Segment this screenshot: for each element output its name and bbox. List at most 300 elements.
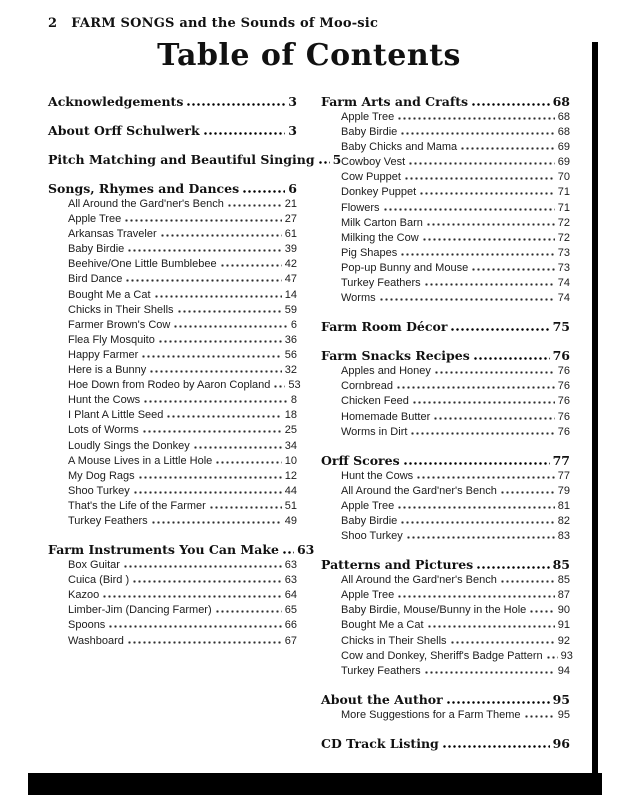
toc-entry-page: 18 <box>284 409 297 422</box>
toc-entry <box>48 618 297 633</box>
dot-leader <box>160 234 282 237</box>
dot-leader <box>383 208 555 211</box>
dot-leader <box>397 117 555 120</box>
dot-leader <box>500 491 555 494</box>
toc-entry-page: 3 <box>288 94 297 109</box>
toc-entry-page: 47 <box>284 273 297 286</box>
toc-entry <box>48 318 297 333</box>
dot-leader <box>154 295 282 298</box>
toc-entry-label: I Plant A Little Seed <box>68 409 164 422</box>
toc-entry-page: 77 <box>557 469 570 482</box>
toc-entry-page: 66 <box>284 619 297 632</box>
dot-leader <box>102 595 282 598</box>
dot-leader <box>473 357 550 360</box>
toc-entry-label: Chicken Feed <box>341 395 409 408</box>
toc-entry-page: 53 <box>288 379 301 392</box>
toc-entry-label: Acknowledgements <box>48 94 184 109</box>
dot-leader <box>442 745 550 748</box>
dot-leader <box>143 400 288 403</box>
toc-entry-label: Turkey Feathers <box>341 277 421 290</box>
toc-entry <box>321 394 570 409</box>
toc-entry-label: Baby Birdie <box>68 243 125 256</box>
toc-entry-label: Apple Tree <box>68 213 122 226</box>
dot-leader <box>422 238 555 241</box>
toc-entry <box>321 231 570 246</box>
dot-leader <box>173 325 288 328</box>
toc-entry <box>321 364 570 379</box>
toc-entry-label: Farm Instruments You Can Make <box>48 542 279 558</box>
toc-entry-page: 68 <box>552 94 570 109</box>
toc-entry-label: Beehive/One Little Bumblebee <box>68 258 217 271</box>
toc-entry-label: Baby Chicks and Mama <box>341 141 458 154</box>
dot-leader <box>220 264 282 267</box>
scan-edge-bottom <box>28 773 602 795</box>
toc-columns <box>48 94 573 752</box>
toc-entry-label: Pitch Matching and Beautiful Singing <box>48 152 315 167</box>
toc-section <box>321 736 570 752</box>
toc-entry-page: 25 <box>284 424 297 437</box>
toc-entry-label: My Dog Rags <box>68 469 135 482</box>
toc-entry-page: 61 <box>284 228 297 241</box>
toc-entry <box>321 514 570 529</box>
toc-entry <box>48 197 297 212</box>
dot-leader <box>397 595 555 598</box>
toc-entry-page: 74 <box>557 277 570 290</box>
toc-entry-page: 12 <box>284 469 297 482</box>
toc-entry-page: 76 <box>557 380 570 393</box>
toc-entry <box>48 408 297 423</box>
toc-entry-label: Cow and Donkey, Sheriff's Badge Pattern <box>341 649 543 662</box>
toc-entry-label: Lots of Worms <box>68 424 139 437</box>
toc-entry-page: 93 <box>560 649 573 662</box>
dot-leader <box>434 371 555 374</box>
toc-entry-page: 21 <box>284 198 297 210</box>
toc-entry-page: 68 <box>557 126 570 139</box>
toc-entry <box>321 529 570 544</box>
toc-entry-page: 64 <box>284 589 297 602</box>
toc-entry-label: Bought Me a Cat <box>68 288 151 301</box>
toc-entry-label: Worms <box>341 292 376 305</box>
toc-entry-page: 74 <box>557 292 570 305</box>
toc-entry <box>321 634 570 649</box>
toc-entry-page: 3 <box>288 123 297 138</box>
toc-entry <box>48 333 297 348</box>
toc-entry <box>48 303 297 318</box>
dot-leader <box>397 506 555 509</box>
dot-leader <box>124 219 282 222</box>
toc-section <box>48 181 301 529</box>
dot-leader <box>416 476 555 479</box>
toc-entry-label: Here is a Bunny <box>68 364 147 377</box>
toc-entry-label: Bought Me a Cat <box>341 619 424 632</box>
toc-entry-label: Chicks in Their Shells <box>341 634 447 647</box>
toc-entry-label: Happy Farmer <box>68 348 139 361</box>
toc-entry <box>48 499 297 514</box>
dot-leader <box>149 370 281 373</box>
toc-section-heading <box>321 557 570 573</box>
dot-leader <box>138 476 282 479</box>
toc-entry <box>321 603 570 618</box>
dot-leader <box>412 401 555 404</box>
dot-leader <box>460 147 555 150</box>
dot-leader <box>446 701 550 704</box>
toc-entry-label: Songs, Rhymes and Dances <box>48 181 240 196</box>
toc-entry-page: 34 <box>284 439 297 452</box>
toc-entry-page: 32 <box>284 364 297 377</box>
toc-entry <box>48 558 297 573</box>
toc-entry-label: Hunt the Cows <box>68 394 141 407</box>
toc-section-heading <box>48 152 342 168</box>
toc-entry-label: Farm Room Décor <box>321 319 448 335</box>
toc-entry-page: 76 <box>557 365 570 378</box>
toc-section <box>321 94 570 306</box>
toc-entry-label: Cuica (Bird ) <box>68 574 130 587</box>
dot-leader <box>546 656 558 659</box>
toc-entry-page: 68 <box>557 111 570 123</box>
toc-entry <box>48 454 297 469</box>
page-header <box>48 16 378 31</box>
dot-leader <box>151 521 282 524</box>
toc-entry-page: 72 <box>557 231 570 244</box>
toc-entry <box>321 140 570 155</box>
dot-leader <box>203 132 286 135</box>
dot-leader <box>132 580 282 583</box>
toc-entry-page: 83 <box>557 530 570 543</box>
dot-leader <box>242 190 285 193</box>
dot-leader <box>282 551 294 554</box>
dot-leader <box>158 340 282 343</box>
toc-entry-page: 76 <box>557 425 570 438</box>
book-title: FARM SONGS and the Sounds of Moo-sic <box>71 16 379 31</box>
toc-entry <box>321 110 570 125</box>
dot-leader <box>273 385 285 388</box>
toc-entry <box>48 423 297 438</box>
dot-leader <box>166 415 281 418</box>
page-title: Table of Contents <box>157 38 461 73</box>
toc-entry-label: Box Guitar <box>68 559 120 572</box>
toc-entry-page: 96 <box>552 735 570 751</box>
toc-entry-label: Washboard <box>68 634 124 647</box>
toc-entry-label: That's the Life of the Farmer <box>68 499 206 512</box>
toc-entry-label: Worms in Dirt <box>341 425 408 438</box>
toc-section <box>48 123 297 139</box>
dot-leader <box>408 162 555 165</box>
toc-section <box>48 542 315 649</box>
dot-leader <box>529 610 554 613</box>
toc-entry-page: 75 <box>552 319 570 335</box>
toc-entry-label: Apple Tree <box>341 499 395 512</box>
toc-entry-page: 36 <box>284 333 297 346</box>
toc-entry-page: 69 <box>557 156 570 169</box>
toc-entry <box>321 246 570 261</box>
page-number: 2 <box>48 16 58 31</box>
dot-leader <box>410 432 554 435</box>
toc-entry-label: Spoons <box>68 619 106 632</box>
toc-entry-label: All Around the Gard'ner's Bench <box>68 198 224 210</box>
toc-entry-page: 71 <box>557 186 570 199</box>
toc-entry <box>48 348 297 363</box>
toc-entry-page: 90 <box>557 604 570 617</box>
dot-leader <box>427 625 555 628</box>
toc-entry <box>48 514 297 529</box>
toc-entry-page: 63 <box>296 542 315 558</box>
dot-leader <box>142 430 282 433</box>
toc-section-heading <box>48 123 297 139</box>
toc-entry-page: 95 <box>557 708 570 721</box>
toc-entry <box>321 261 570 276</box>
toc-section <box>48 94 297 110</box>
toc-entry-page: 8 <box>290 394 297 407</box>
toc-entry <box>321 618 570 633</box>
toc-entry-label: Chicks in Their Shells <box>68 303 174 316</box>
toc-entry-label: Milking the Cow <box>341 231 419 244</box>
toc-entry-page: 73 <box>557 246 570 259</box>
toc-right-column <box>321 94 573 752</box>
dot-leader <box>127 641 282 644</box>
toc-entry <box>48 272 297 287</box>
dot-leader <box>127 249 281 252</box>
toc-entry-page: 67 <box>284 634 297 647</box>
toc-entry-page: 95 <box>552 691 570 707</box>
toc-entry-page: 71 <box>557 201 570 214</box>
toc-entry <box>321 588 570 603</box>
toc-entry-label: Baby Birdie <box>341 514 398 527</box>
toc-entry-label: Flowers <box>341 201 380 214</box>
toc-entry <box>48 378 301 393</box>
toc-entry-page: 65 <box>284 604 297 617</box>
toc-entry-page: 82 <box>557 514 570 527</box>
toc-entry-page: 69 <box>557 141 570 154</box>
toc-entry-page: 63 <box>284 574 297 587</box>
toc-entry-label: Kazoo <box>68 589 100 602</box>
toc-entry-label: Hoe Down from Rodeo by Aaron Copland <box>68 379 271 392</box>
dot-leader <box>215 461 281 464</box>
toc-entry <box>48 573 297 588</box>
dot-leader <box>404 177 555 180</box>
toc-entry-label: Shoo Turkey <box>68 484 130 497</box>
toc-section-heading <box>321 692 570 708</box>
toc-section-heading <box>48 181 297 197</box>
dot-leader <box>471 268 555 271</box>
toc-entry <box>321 484 570 499</box>
dot-leader <box>476 566 549 569</box>
toc-section-heading <box>48 94 297 110</box>
toc-entry <box>321 664 570 679</box>
toc-section-heading <box>321 736 570 752</box>
toc-entry <box>48 257 297 272</box>
dot-leader <box>424 671 555 674</box>
toc-entry-page: 27 <box>284 213 297 226</box>
toc-entry-label: Farmer Brown's Cow <box>68 318 171 331</box>
toc-section-heading <box>48 542 315 558</box>
toc-entry <box>321 499 570 514</box>
toc-entry-label: Farm Snacks Recipes <box>321 348 470 364</box>
toc-entry-label: Limber-Jim (Dancing Farmer) <box>68 604 212 617</box>
toc-entry-page: 6 <box>290 318 297 331</box>
toc-section <box>321 453 570 544</box>
toc-entry-page: 92 <box>557 634 570 647</box>
dot-leader <box>123 565 282 568</box>
toc-entry-page: 44 <box>284 484 297 497</box>
toc-entry-label: Pop-up Bunny and Mouse <box>341 261 469 274</box>
toc-entry-label: Hunt the Cows <box>341 469 414 482</box>
toc-entry-label: More Suggestions for a Farm Theme <box>341 708 521 721</box>
dot-leader <box>209 506 282 509</box>
toc-entry-page: 85 <box>557 574 570 587</box>
toc-entry-label: Orff Scores <box>321 452 400 468</box>
toc-entry <box>321 379 570 394</box>
scan-edge-right <box>592 42 598 794</box>
toc-entry-label: Turkey Feathers <box>341 664 421 677</box>
toc-entry-label: Homemade Butter <box>341 410 431 423</box>
toc-entry-page: 85 <box>552 557 570 573</box>
toc-entry-label: Bird Dance <box>68 273 123 286</box>
toc-entry-page: 51 <box>284 499 297 512</box>
dot-leader <box>186 103 285 106</box>
dot-leader <box>396 386 555 389</box>
dot-leader <box>450 641 555 644</box>
toc-entry <box>321 216 570 231</box>
toc-entry-label: Donkey Puppet <box>341 186 417 199</box>
toc-entry <box>321 125 570 140</box>
toc-entry-page: 81 <box>557 499 570 512</box>
toc-entry-label: Apple Tree <box>341 111 395 123</box>
toc-entry <box>321 649 573 664</box>
dot-leader <box>500 580 555 583</box>
dot-leader <box>177 310 282 313</box>
toc-entry <box>321 155 570 170</box>
dot-leader <box>108 625 281 628</box>
toc-entry <box>48 439 297 454</box>
toc-section-heading <box>321 348 570 364</box>
toc-entry <box>48 227 297 242</box>
toc-entry-label: Baby Birdie <box>341 126 398 139</box>
toc-entry <box>321 469 570 484</box>
toc-entry <box>48 242 297 257</box>
toc-entry-label: Cow Puppet <box>341 171 401 184</box>
dot-leader <box>419 192 555 195</box>
toc-entry-label: Baby Birdie, Mouse/Bunny in the Hole <box>341 604 527 617</box>
toc-section <box>48 152 342 168</box>
dot-leader <box>400 521 554 524</box>
toc-entry-label: Turkey Feathers <box>68 514 148 527</box>
toc-entry <box>321 708 570 723</box>
toc-entry <box>48 634 297 649</box>
dot-leader <box>406 536 555 539</box>
toc-entry-label: Loudly Sings the Donkey <box>68 439 190 452</box>
toc-entry-page: 56 <box>284 348 297 361</box>
dot-leader <box>424 283 555 286</box>
toc-section-heading <box>321 319 570 335</box>
toc-entry-page: 39 <box>284 243 297 256</box>
toc-entry <box>321 276 570 291</box>
toc-entry-label: CD Track Listing <box>321 735 439 751</box>
toc-entry-label: About the Author <box>321 691 443 707</box>
toc-entry <box>48 212 297 227</box>
toc-entry <box>48 363 297 378</box>
toc-entry-page: 76 <box>552 348 570 364</box>
dot-leader <box>471 103 550 106</box>
dot-leader <box>215 610 282 613</box>
toc-entry-page: 5 <box>332 152 342 167</box>
dot-leader <box>125 279 281 282</box>
toc-entry-page: 14 <box>284 288 297 301</box>
toc-entry-page: 77 <box>552 452 570 468</box>
dot-leader <box>524 715 555 718</box>
toc-entry-label: A Mouse Lives in a Little Hole <box>68 454 213 467</box>
toc-entry-page: 91 <box>557 619 570 632</box>
toc-entry <box>321 291 570 306</box>
toc-entry-label: Pig Shapes <box>341 246 398 259</box>
dot-leader <box>141 355 281 358</box>
toc-entry-label: About Orff Schulwerk <box>48 123 200 138</box>
toc-section <box>321 557 573 679</box>
toc-entry <box>48 484 297 499</box>
toc-entry <box>321 170 570 185</box>
toc-entry-label: Farm Arts and Crafts <box>321 94 469 109</box>
toc-section <box>321 348 570 439</box>
toc-entry-label: Shoo Turkey <box>341 530 403 543</box>
dot-leader <box>379 298 555 301</box>
toc-section <box>321 319 570 335</box>
toc-entry <box>48 288 297 303</box>
toc-entry-label: Cowboy Vest <box>341 156 406 169</box>
toc-left-column <box>48 94 342 752</box>
dot-leader <box>403 462 550 465</box>
toc-entry-label: Patterns and Pictures <box>321 557 474 573</box>
toc-entry-page: 70 <box>557 171 570 184</box>
toc-entry-page: 59 <box>284 303 297 316</box>
toc-entry <box>321 185 570 200</box>
dot-leader <box>227 204 282 207</box>
toc-entry-page: 42 <box>284 258 297 271</box>
toc-entry-page: 73 <box>557 261 570 274</box>
toc-section-heading <box>321 453 570 469</box>
toc-entry-label: All Around the Gard'ner's Bench <box>341 574 497 587</box>
toc-section-heading <box>321 94 570 110</box>
toc-entry-label: Cornbread <box>341 380 393 393</box>
toc-entry <box>48 588 297 603</box>
toc-entry-page: 87 <box>557 589 570 602</box>
toc-entry-label: Apple Tree <box>341 589 395 602</box>
toc-entry-label: All Around the Gard'ner's Bench <box>341 484 497 497</box>
toc-entry-label: Flea Fly Mosquito <box>68 333 155 346</box>
toc-entry-page: 10 <box>284 454 297 467</box>
toc-section <box>321 692 570 723</box>
toc-entry-page: 76 <box>557 410 570 423</box>
toc-entry-page: 79 <box>557 484 570 497</box>
toc-entry <box>321 573 570 588</box>
toc-entry-label: Arkansas Traveler <box>68 228 157 241</box>
dot-leader <box>433 417 554 420</box>
dot-leader <box>193 446 282 449</box>
dot-leader <box>400 132 554 135</box>
toc-entry-page: 49 <box>284 514 297 527</box>
toc-entry-page: 72 <box>557 216 570 229</box>
toc-entry <box>321 425 570 440</box>
toc-entry-page: 6 <box>288 181 297 196</box>
toc-entry <box>48 469 297 484</box>
toc-entry-label: Apples and Honey <box>341 365 431 378</box>
dot-leader <box>133 491 282 494</box>
dot-leader <box>450 328 549 331</box>
toc-entry <box>48 393 297 408</box>
toc-entry-page: 94 <box>557 664 570 677</box>
dot-leader <box>426 223 555 226</box>
toc-entry-page: 63 <box>284 559 297 572</box>
toc-entry-page: 76 <box>557 395 570 408</box>
dot-leader <box>400 253 554 256</box>
